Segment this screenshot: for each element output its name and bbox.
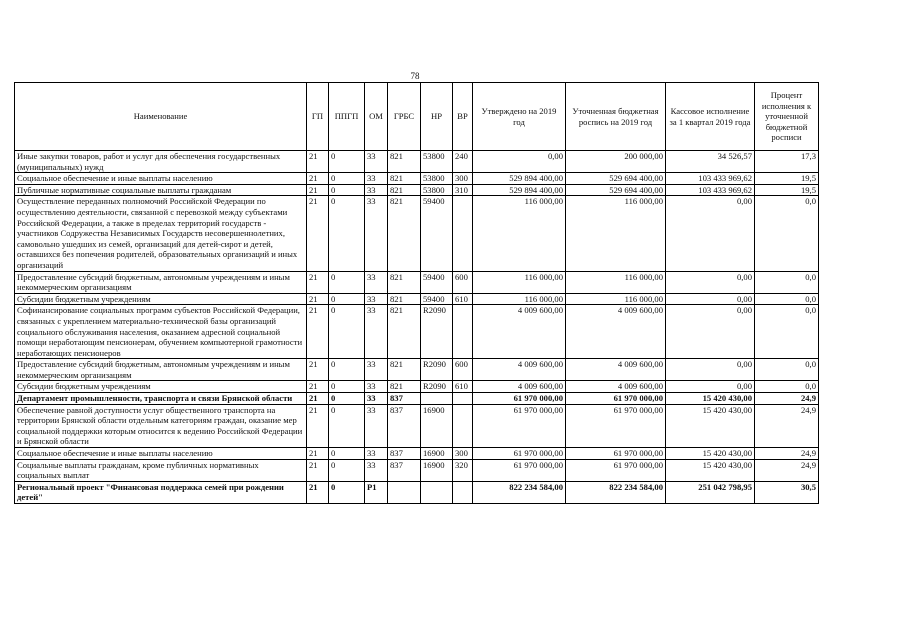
nr-cell [421,481,453,503]
nr-cell: R2090 [421,305,453,359]
refined-amount-cell: 4 009 600,00 [566,359,666,381]
table-header-row [15,83,819,151]
grbs-cell: 821 [388,173,421,185]
om-cell: 33 [365,293,388,305]
column-header: ГП [307,83,329,151]
om-cell: 33 [365,271,388,293]
table-row [15,459,819,481]
table-row [15,305,819,359]
cash-execution-cell: 103 433 969,62 [666,173,755,185]
vr-cell: 600 [453,359,473,381]
execution-percent-cell: 24,9 [755,393,819,405]
approved-amount-cell: 529 894 400,00 [473,173,566,185]
om-cell: P1 [365,481,388,503]
cash-execution-cell: 0,00 [666,359,755,381]
cash-execution-cell: 15 420 430,00 [666,459,755,481]
vr-cell: 310 [453,184,473,196]
gp-cell: 21 [307,151,329,173]
grbs-cell: 837 [388,393,421,405]
name-cell: Софинансирование социальных программ субъектов Российской Федерации, связанных с укреплением материально-технической базы организаций социального обслуживания населения, оказанием адресной социальной помощи неработающим пенсионерам, обучением компьютерной грамотности неработающих пенсионеров [15,305,307,359]
cash-execution-cell: 34 526,57 [666,151,755,173]
refined-amount-cell: 61 970 000,00 [566,459,666,481]
om-cell: 33 [365,381,388,393]
ppgp-cell: 0 [329,481,365,503]
table-row [15,481,819,503]
column-header: ППГП [329,83,365,151]
name-cell: Субсидии бюджетным учреждениям [15,381,307,393]
approved-amount-cell: 0,00 [473,151,566,173]
nr-cell: 16900 [421,459,453,481]
execution-percent-cell: 0,0 [755,293,819,305]
execution-percent-cell: 24,9 [755,448,819,460]
approved-amount-cell: 116 000,00 [473,271,566,293]
nr-cell: R2090 [421,381,453,393]
name-cell: Субсидии бюджетным учреждениям [15,293,307,305]
ppgp-cell: 0 [329,459,365,481]
vr-cell: 300 [453,173,473,185]
grbs-cell: 821 [388,381,421,393]
om-cell: 33 [365,448,388,460]
approved-amount-cell: 529 894 400,00 [473,184,566,196]
refined-amount-cell: 61 970 000,00 [566,404,666,447]
cash-execution-cell: 0,00 [666,196,755,271]
table-row [15,271,819,293]
nr-cell: R2090 [421,359,453,381]
name-cell: Региональный проект "Финансовая поддержка семей при рождении детей" [15,481,307,503]
column-header: ОМ [365,83,388,151]
execution-percent-cell: 19,5 [755,184,819,196]
om-cell: 33 [365,305,388,359]
execution-percent-cell: 30,5 [755,481,819,503]
refined-amount-cell: 529 694 400,00 [566,173,666,185]
column-header: ВР [453,83,473,151]
column-header: Кассовое исполнение за 1 квартал 2019 года [666,83,755,151]
table-row [15,173,819,185]
vr-cell: 610 [453,381,473,393]
execution-percent-cell: 0,0 [755,196,819,271]
nr-cell: 16900 [421,448,453,460]
table-row [15,196,819,271]
grbs-cell: 821 [388,184,421,196]
gp-cell: 21 [307,381,329,393]
nr-cell: 53800 [421,173,453,185]
gp-cell: 21 [307,271,329,293]
table-row [15,184,819,196]
grbs-cell: 821 [388,359,421,381]
gp-cell: 21 [307,359,329,381]
budget-table [14,82,819,504]
ppgp-cell: 0 [329,404,365,447]
nr-cell: 59400 [421,293,453,305]
nr-cell: 53800 [421,151,453,173]
name-cell: Предоставление субсидий бюджетным, автономным учреждениям и иным некоммерческим организациям [15,271,307,293]
table-body [15,151,819,504]
om-cell: 33 [365,173,388,185]
column-header: Утверждено на 2019 год [473,83,566,151]
approved-amount-cell: 61 970 000,00 [473,448,566,460]
nr-cell: 59400 [421,271,453,293]
vr-cell [453,393,473,405]
gp-cell: 21 [307,196,329,271]
name-cell: Департамент промышленности, транспорта и связи Брянской области [15,393,307,405]
gp-cell: 21 [307,173,329,185]
name-cell: Иные закупки товаров, работ и услуг для обеспечения государственных (муниципальных) нужд [15,151,307,173]
approved-amount-cell: 116 000,00 [473,196,566,271]
approved-amount-cell: 116 000,00 [473,293,566,305]
column-header: Процент исполнения к уточненной бюджетной росписи [755,83,819,151]
om-cell: 33 [365,151,388,173]
nr-cell: 16900 [421,404,453,447]
execution-percent-cell: 24,9 [755,459,819,481]
gp-cell: 21 [307,404,329,447]
execution-percent-cell: 0,0 [755,359,819,381]
cash-execution-cell: 15 420 430,00 [666,404,755,447]
name-cell: Публичные нормативные социальные выплаты гражданам [15,184,307,196]
grbs-cell: 821 [388,151,421,173]
om-cell: 33 [365,459,388,481]
gp-cell: 21 [307,293,329,305]
grbs-cell: 837 [388,404,421,447]
gp-cell: 21 [307,481,329,503]
vr-cell: 610 [453,293,473,305]
ppgp-cell: 0 [329,359,365,381]
name-cell: Социальные выплаты гражданам, кроме публичных нормативных социальных выплат [15,459,307,481]
vr-cell: 600 [453,271,473,293]
name-cell: Обеспечение равной доступности услуг общественного транспорта на территории Брянской области отдельным категориям граждан, оказание мер социальной поддержки которым относится к ведению Российской Федерации и Брянской области [15,404,307,447]
execution-percent-cell: 24,9 [755,404,819,447]
approved-amount-cell: 822 234 584,00 [473,481,566,503]
refined-amount-cell: 4 009 600,00 [566,305,666,359]
gp-cell: 21 [307,459,329,481]
refined-amount-cell: 116 000,00 [566,271,666,293]
grbs-cell: 837 [388,459,421,481]
vr-cell: 240 [453,151,473,173]
gp-cell: 21 [307,448,329,460]
page-number: 78 [410,71,420,81]
ppgp-cell: 0 [329,305,365,359]
refined-amount-cell: 116 000,00 [566,196,666,271]
vr-cell [453,481,473,503]
vr-cell [453,305,473,359]
vr-cell [453,404,473,447]
table-row [15,151,819,173]
ppgp-cell: 0 [329,393,365,405]
execution-percent-cell: 17,3 [755,151,819,173]
execution-percent-cell: 0,0 [755,305,819,359]
grbs-cell [388,481,421,503]
name-cell: Социальное обеспечение и иные выплаты населению [15,448,307,460]
cash-execution-cell: 15 420 430,00 [666,393,755,405]
ppgp-cell: 0 [329,196,365,271]
table-row [15,404,819,447]
nr-cell: 53800 [421,184,453,196]
vr-cell: 320 [453,459,473,481]
table-row [15,359,819,381]
ppgp-cell: 0 [329,448,365,460]
om-cell: 33 [365,359,388,381]
cash-execution-cell: 251 042 798,95 [666,481,755,503]
cash-execution-cell: 15 420 430,00 [666,448,755,460]
gp-cell: 21 [307,184,329,196]
table-row [15,448,819,460]
approved-amount-cell: 61 970 000,00 [473,393,566,405]
column-header: НР [421,83,453,151]
nr-cell [421,393,453,405]
om-cell: 33 [365,404,388,447]
refined-amount-cell: 61 970 000,00 [566,393,666,405]
column-header: Уточненная бюджетная роспись на 2019 год [566,83,666,151]
ppgp-cell: 0 [329,381,365,393]
table-row [15,381,819,393]
cash-execution-cell: 0,00 [666,293,755,305]
cash-execution-cell: 0,00 [666,271,755,293]
grbs-cell: 821 [388,271,421,293]
refined-amount-cell: 61 970 000,00 [566,448,666,460]
approved-amount-cell: 4 009 600,00 [473,305,566,359]
approved-amount-cell: 61 970 000,00 [473,404,566,447]
refined-amount-cell: 116 000,00 [566,293,666,305]
refined-amount-cell: 4 009 600,00 [566,381,666,393]
name-cell: Социальное обеспечение и иные выплаты населению [15,173,307,185]
cash-execution-cell: 103 433 969,62 [666,184,755,196]
table-row [15,293,819,305]
om-cell: 33 [365,184,388,196]
cash-execution-cell: 0,00 [666,305,755,359]
execution-percent-cell: 19,5 [755,173,819,185]
gp-cell: 21 [307,305,329,359]
vr-cell [453,196,473,271]
grbs-cell: 821 [388,305,421,359]
table-row [15,393,819,405]
grbs-cell: 821 [388,293,421,305]
ppgp-cell: 0 [329,173,365,185]
approved-amount-cell: 4 009 600,00 [473,381,566,393]
column-header: Наименование [15,83,307,151]
grbs-cell: 821 [388,196,421,271]
om-cell: 33 [365,393,388,405]
om-cell: 33 [365,196,388,271]
cash-execution-cell: 0,00 [666,381,755,393]
name-cell: Осуществление переданных полномочий Российской Федерации по осуществлению деятельности, связанной с перевозкой между субъектами Российской Федерации, а также в пределах территорий государств - участников Содружества Независимых Государств несовершеннолетних, самовольно ушедших из семей, организаций для детей-сирот и детей, оставшихся без попечения родителей, образовательных организаций и иных организаций [15,196,307,271]
gp-cell: 21 [307,393,329,405]
ppgp-cell: 0 [329,293,365,305]
refined-amount-cell: 529 694 400,00 [566,184,666,196]
ppgp-cell: 0 [329,151,365,173]
vr-cell: 300 [453,448,473,460]
approved-amount-cell: 4 009 600,00 [473,359,566,381]
refined-amount-cell: 822 234 584,00 [566,481,666,503]
approved-amount-cell: 61 970 000,00 [473,459,566,481]
refined-amount-cell: 200 000,00 [566,151,666,173]
ppgp-cell: 0 [329,184,365,196]
nr-cell: 59400 [421,196,453,271]
name-cell: Предоставление субсидий бюджетным, автономным учреждениям и иным некоммерческим организациям [15,359,307,381]
column-header: ГРБС [388,83,421,151]
execution-percent-cell: 0,0 [755,271,819,293]
execution-percent-cell: 0,0 [755,381,819,393]
grbs-cell: 837 [388,448,421,460]
ppgp-cell: 0 [329,271,365,293]
